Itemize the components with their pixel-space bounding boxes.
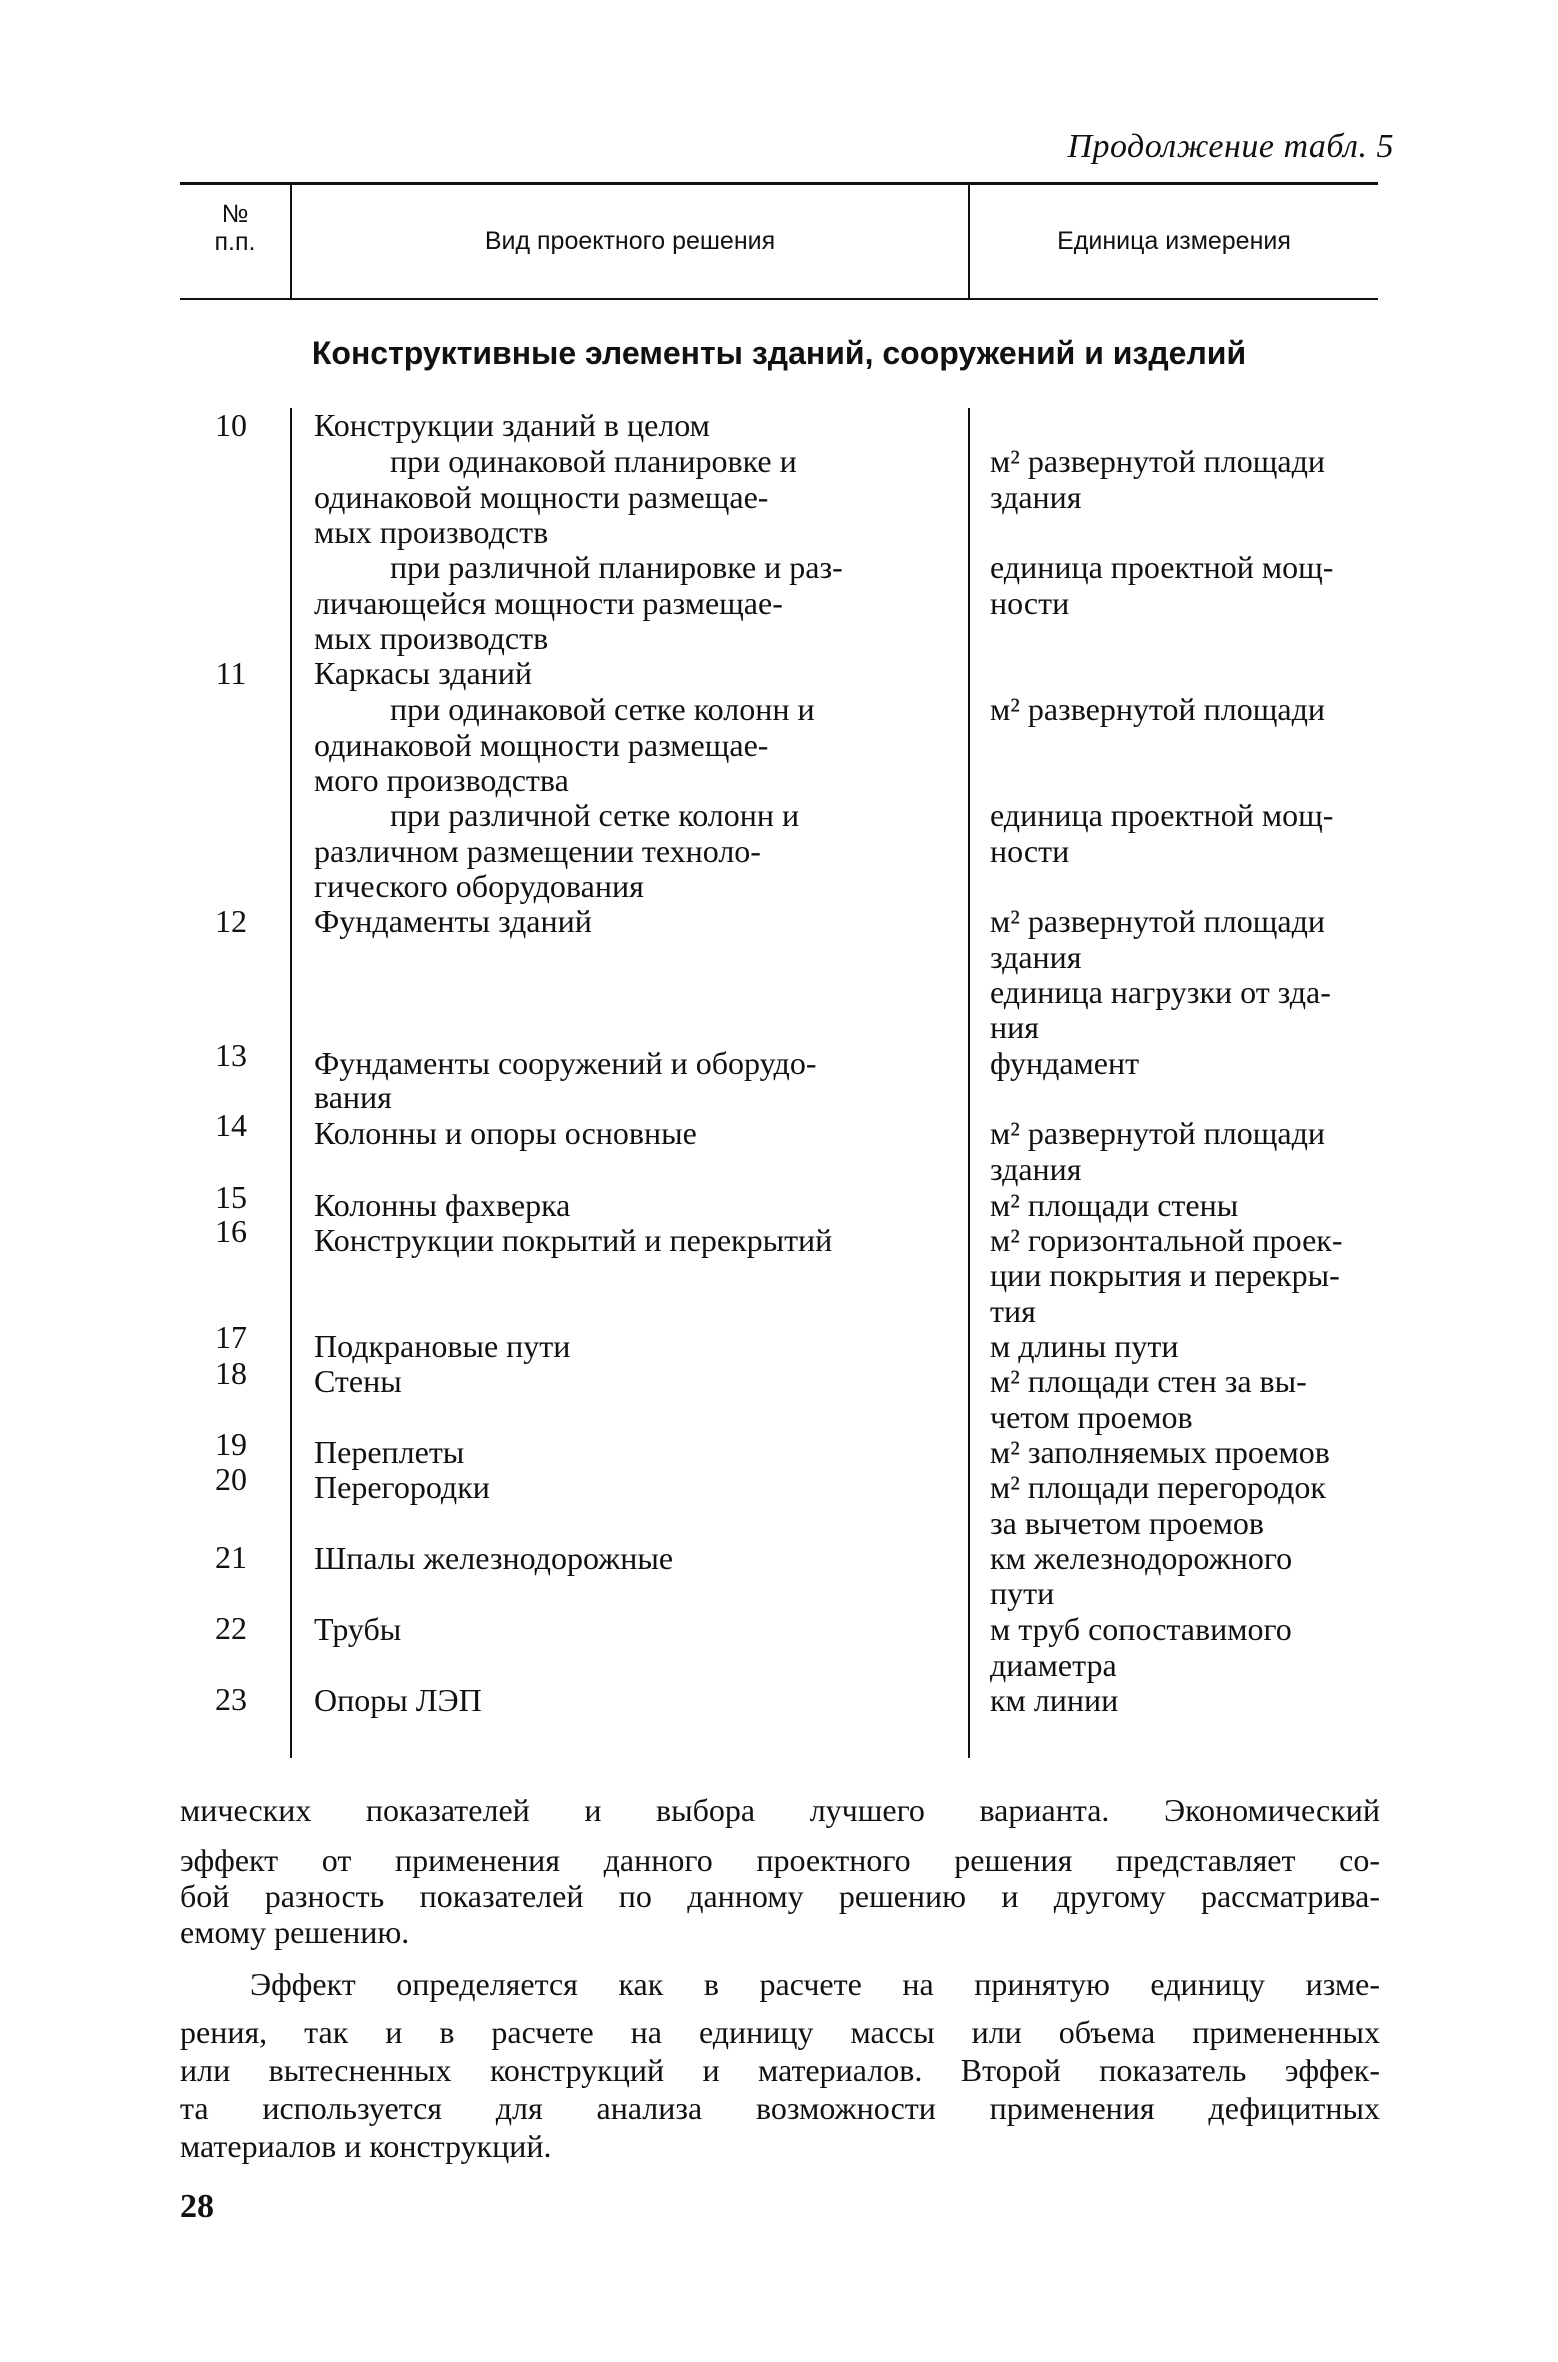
row-num: 11 <box>215 655 247 691</box>
row-sub: мого производства <box>314 762 569 798</box>
header-num-top: № <box>221 200 249 228</box>
row-name: Переплеты <box>314 1434 465 1470</box>
row-num: 18 <box>215 1355 247 1391</box>
row-name: Опоры ЛЭП <box>314 1682 482 1718</box>
row-sub: одинаковой мощности размещае- <box>314 727 769 763</box>
row-num: 23 <box>215 1681 247 1717</box>
row-unit: единица проектной мощ- <box>990 549 1334 585</box>
row-name: Шпалы железнодорожные <box>314 1540 674 1576</box>
row-sub: мых производств <box>314 514 549 550</box>
row-name: Трубы <box>314 1611 402 1647</box>
row-unit: м² площади стен за вы- <box>990 1363 1307 1399</box>
page-number: 28 <box>180 2188 214 2225</box>
row-unit: км железнодорожного <box>990 1540 1293 1576</box>
row-sub: одинаковой мощности размещае- <box>314 479 769 515</box>
body-line: эффект от применения данного проектного решения представляет со- <box>180 1842 1380 1878</box>
row-unit: м² развернутой площади <box>990 691 1325 727</box>
body-line: Эффект определяется как в расчете на принятую единицу изме- <box>250 1966 1380 2002</box>
row-sub: личающейся мощности размещае- <box>314 585 783 621</box>
row-name: Фундаменты сооружений и оборудо- <box>314 1045 817 1081</box>
row-unit: единица нагрузки от зда- <box>990 974 1331 1010</box>
row-unit: здания <box>990 479 1082 515</box>
row-unit: м² заполняемых проемов <box>990 1434 1330 1470</box>
row-name: вания <box>314 1079 392 1115</box>
row-unit: м² горизонтальной проек- <box>990 1222 1343 1258</box>
body-line: или вытесненных конструкций и материалов. Второй показатель эффек- <box>180 2052 1380 2088</box>
row-unit: м² развернутой площади <box>990 903 1325 939</box>
row-unit: м² развернутой площади <box>990 443 1325 479</box>
row-unit: м² площади перегородок <box>990 1469 1326 1505</box>
row-unit: пути <box>990 1575 1055 1611</box>
row-name: Каркасы зданий <box>314 655 533 691</box>
row-name: Фундаменты зданий <box>314 903 592 939</box>
row-num: 16 <box>215 1213 247 1249</box>
row-name: Стены <box>314 1363 402 1399</box>
section-title: Конструктивные элементы зданий, сооружений и изделий <box>311 335 1247 371</box>
row-num: 10 <box>215 407 247 443</box>
row-unit: м длины пути <box>990 1328 1179 1364</box>
continuation-label: Продолжение табл. 5 <box>1067 128 1394 165</box>
row-num: 22 <box>215 1610 247 1646</box>
row-unit: фундамент <box>990 1045 1140 1081</box>
row-num: 14 <box>215 1107 247 1143</box>
row-unit: ности <box>990 833 1070 869</box>
row-num: 12 <box>215 903 247 939</box>
header-top-rule <box>180 182 1378 185</box>
row-name: Колонны фахверка <box>314 1187 571 1223</box>
body-line: емому решению. <box>180 1914 410 1950</box>
row-unit: здания <box>990 1151 1082 1187</box>
row-name: Колонны и опоры основные <box>314 1115 697 1151</box>
row-unit: ности <box>990 585 1070 621</box>
row-unit: тия <box>990 1293 1036 1329</box>
row-sub: различном размещении техноло- <box>314 833 761 869</box>
row-unit: ции покрытия и перекры- <box>990 1257 1340 1293</box>
row-unit: за вычетом проемов <box>990 1505 1265 1541</box>
row-num: 17 <box>215 1319 247 1355</box>
row-unit: м² развернутой площади <box>990 1115 1325 1151</box>
row-num: 13 <box>215 1037 247 1073</box>
body-line: бой разность показателей по данному решению и другому рассматрива- <box>180 1878 1380 1914</box>
row-unit: м² площади стены <box>990 1187 1239 1223</box>
row-name: Конструкции зданий в целом <box>314 407 710 443</box>
row-name: Перегородки <box>314 1469 490 1505</box>
row-num: 15 <box>215 1179 247 1215</box>
row-unit: ния <box>990 1009 1039 1045</box>
row-sub: при различной сетке колонн и <box>390 797 800 833</box>
body-line: мических показателей и выбора лучшего варианта. Экономический <box>180 1792 1380 1828</box>
row-name: Подкрановые пути <box>314 1328 571 1364</box>
row-unit: четом проемов <box>990 1399 1193 1435</box>
row-sub: при одинаковой планировке и <box>390 443 797 479</box>
row-unit: км линии <box>990 1682 1119 1718</box>
header-bottom-rule <box>180 298 1378 300</box>
body-line: материалов и конструкций. <box>180 2128 552 2164</box>
table-divider-1 <box>290 408 292 1758</box>
row-num: 19 <box>215 1426 247 1462</box>
row-sub: мых производств <box>314 620 549 656</box>
header-unit: Единица измерения <box>1057 227 1291 255</box>
row-name: Конструкции покрытий и перекрытий <box>314 1222 833 1258</box>
row-num: 20 <box>215 1461 247 1497</box>
header-num-bottom: п.п. <box>214 228 256 256</box>
row-sub: при различной планировке и раз- <box>390 549 843 585</box>
row-unit: м труб сопоставимого <box>990 1611 1292 1647</box>
row-unit: здания <box>990 939 1082 975</box>
header-decision: Вид проектного решения <box>484 227 776 255</box>
row-num: 21 <box>215 1539 247 1575</box>
row-sub: гического оборудования <box>314 868 644 904</box>
body-line: та используется для анализа возможности применения дефицитных <box>180 2090 1380 2126</box>
row-sub: при одинаковой сетке колонн и <box>390 691 815 727</box>
row-unit: единица проектной мощ- <box>990 797 1334 833</box>
body-line: рения, так и в расчете на единицу массы или объема примененных <box>180 2014 1380 2050</box>
table-divider-2 <box>968 408 970 1758</box>
row-unit: диаметра <box>990 1647 1117 1683</box>
